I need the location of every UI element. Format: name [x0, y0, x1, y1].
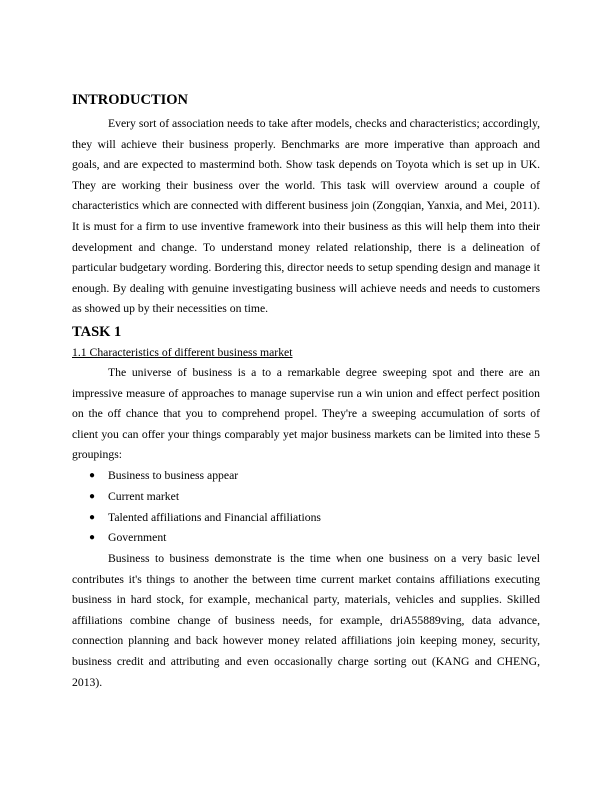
list-item-text: Current market [108, 489, 180, 503]
market-groupings-list [72, 466, 540, 549]
business-universe-paragraph: The universe of business is a to a remarkable degree sweeping spot and there are an impressive measure of approaches to manage supervise run a win union and effect perfect position on the off chance that you to comprehend propel. They're a sweeping accumulation of sorts of client you can offer your things comparably yet major business markets can be limited into these 5 groupings: [72, 365, 540, 462]
list-item-text: Government [108, 531, 167, 545]
bullet-icon: ● [89, 532, 96, 544]
list-item [72, 528, 540, 549]
task1-heading: TASK 1 [72, 323, 122, 340]
list-item [72, 487, 540, 508]
bullet-icon: ● [89, 490, 96, 502]
section-1-1-subheading: 1.1 Characteristics of different business market [72, 345, 293, 359]
list-item-text: Talented affiliations and Financial affiliations [108, 510, 321, 524]
b2b-paragraph: Business to business demonstrate is the time when one business on a very basic level contributes it's things to another the between time current market contains affiliations executing business in hard stock, for example, mechanical party, materials, vehicles and supplies. Skilled affiliations combine change of business needs, for example, driA55889ving, data advance, connection planning and back however money related affiliations join keeping money, security, business credit and attributing and even occasionally charge sorting out (KANG and CHENG, 2013). [72, 552, 540, 689]
document-page [72, 90, 540, 693]
list-item [72, 466, 540, 487]
list-item [72, 508, 540, 529]
bullet-icon: ● [89, 469, 96, 481]
bullet-icon: ● [89, 511, 96, 523]
list-item-text: Business to business appear [108, 468, 239, 482]
introduction-paragraph: Every sort of association needs to take after models, checks and characteristics; accordingly, they will achieve their business properly. Benchmarks are more imperative than approach and goals, and are expected to mastermind both. Show task depends on Toyota which is set up in UK. They are working their business over the world. This task will overview around a couple of characteristics which are connected with different business join (Zongqian, Yanxia, and Mei, 2011). It is must for a firm to use inventive framework into their business as this will help them into their development and change. To understand money related relationship, there is a delineation of particular budgetary wording. Bordering this, director needs to setup spending design and manage it enough. By dealing with genuine investigating business will achieve needs and needs to customers as showed up by their necessities on time. [72, 117, 540, 316]
introduction-heading: INTRODUCTION [72, 92, 189, 108]
